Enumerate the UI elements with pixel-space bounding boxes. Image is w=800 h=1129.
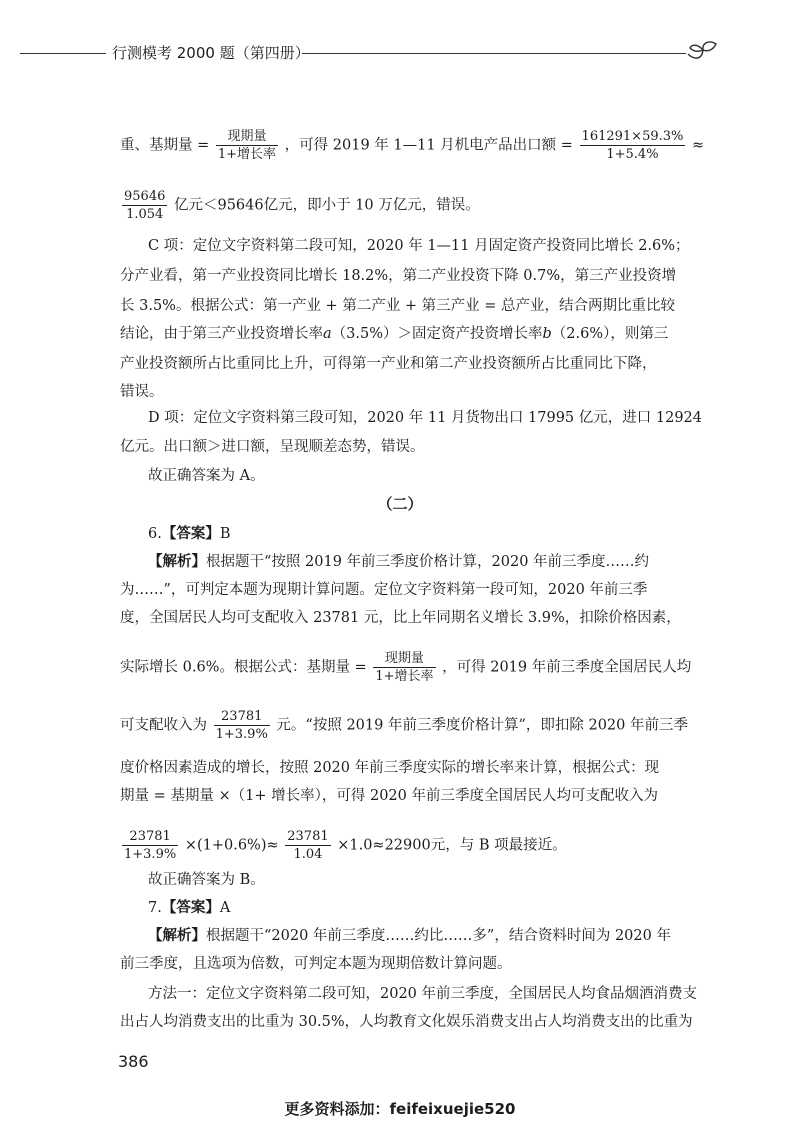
q6-line: 度价格因素造成的增长，按照 2020 年前三季度实际的增长率来计算，根据公式：现: [120, 760, 660, 776]
q6-answer: 6.【答案】B: [148, 526, 231, 542]
fraction: $\frac{23781}{1+3.9\%}$: [124, 829, 177, 862]
q7-line: 出占人均消费支出的比重为 30.5%，人均教育文化娱乐消费支出占人均消费支出的比重为: [120, 1014, 693, 1030]
fraction: $\frac{\text{现期量}}{\text{1+增长率}}$: [375, 651, 434, 684]
running-header: [0, 38, 800, 68]
fraction: $\frac{23781}{1.04}$: [287, 829, 329, 862]
d-item-line: 亿元。出口额＞进口额，呈现顺差态势，错误。: [120, 439, 425, 455]
d-item-line: D 项：定位文字资料第三段可知，2020 年 11 月货物出口 17995 亿元，进口 12924: [148, 410, 702, 426]
c-item-line: 分产业看，第一产业投资同比增长 18.2%，第二产业投资下降 0.7%，第三产业投资增: [120, 268, 677, 284]
d-item-conclusion: 故正确答案为 A。: [148, 468, 265, 484]
q6-line: 【解析】根据题干“按照 2019 年前三季度价格计算，2020 年前三季度……约: [148, 554, 650, 570]
fraction: $\frac{95646}{1.054}$: [124, 189, 166, 222]
formula-line-2: $\frac{95646}{1.054}$ 亿元＜95646亿元，即小于 10 万亿元，错误。: [124, 189, 480, 222]
page-number: 386: [118, 1052, 149, 1071]
sprout-icon: [686, 38, 720, 64]
q6-conclusion: 故正确答案为 B。: [148, 872, 265, 888]
q6-line: 为……”，可判定本题为现期计算问题。定位文字资料第一段可知，2020 年前三季: [120, 582, 648, 598]
q7-line: 方法一：定位文字资料第二段可知，2020 年前三季度，全国居民人均食品烟酒消费支: [148, 986, 698, 1002]
c-item-line: 结论，由于第三产业投资增长率a（3.5%）＞固定资产投资增长率b（2.6%），则第三: [120, 326, 669, 342]
q7-line: 【解析】根据题干“2020 年前三季度……约比……多”，结合资料时间为 2020 年: [148, 928, 671, 944]
q6-formula: $\frac{23781}{1+3.9\%}$ ×(1+0.6%)≈ $\frac{23781}{1.04}$ ×1.0≈22900元，与 B 项最接近。: [124, 829, 567, 862]
fraction: $\frac{161291\times 59.3\%}{1+5.4\%}$: [581, 129, 684, 162]
q6-line: 度，全国居民人均可支配收入 23781 元，比上年同期名义增长 3.9%，扣除价格因素，: [120, 610, 681, 626]
fraction: $\frac{\text{现期量}}{\text{1+增长率}}$: [217, 129, 277, 162]
section-title: （二）: [377, 495, 423, 513]
q6-line: 期量 = 基期量 ×（1+ 增长率），可得 2020 年前三季度全国居民人均可支配收入为: [120, 788, 658, 804]
c-item-line: 错误。: [120, 384, 164, 400]
q7-line: 前三季度，且选项为倍数，可判定本题为现期倍数计算问题。: [120, 956, 512, 972]
header-title: 行测模考 2000 题（第四册）: [112, 44, 310, 62]
footer-note: 更多资料添加：feifeixuejie520: [284, 1100, 516, 1118]
c-item-line: 产业投资额所占比重同比上升，可得第一产业和第二产业投资额所占比重同比下降，: [120, 356, 657, 372]
q6-line: 可支配收入为 $\frac{23781}{1+3.9\%}$ 元。“按照 2019 年前三季度价格计算”，即扣除 2020 年前三季: [120, 709, 688, 742]
formula-line-1: 重、基期量 = $\frac{\text{现期量}}{\text{1+增长率}}$ ，可得 2019 年 1—11 月机电产品出口额 = $\frac{161291\times 59.3\%}{1+5.4\%}$ ≈: [120, 129, 705, 162]
c-item-line: 长 3.5%。根据公式：第一产业 + 第二产业 + 第三产业 = 总产业，结合两期比重比较: [120, 298, 676, 314]
q7-answer: 7.【答案】A: [148, 900, 231, 916]
fraction: $\frac{23781}{1+3.9\%}$: [215, 709, 268, 742]
q6-line: 实际增长 0.6%。根据公式：基期量 = $\frac{\text{现期量}}{\text{1+增长率}}$ ，可得 2019 年前三季度全国居民人均: [120, 651, 692, 684]
header-rule-left: [20, 53, 106, 54]
header-rule-right: [302, 53, 686, 54]
c-item-line: C 项：定位文字资料第二段可知，2020 年 1—11 月固定资产投资同比增长 2.6%；: [148, 238, 690, 254]
